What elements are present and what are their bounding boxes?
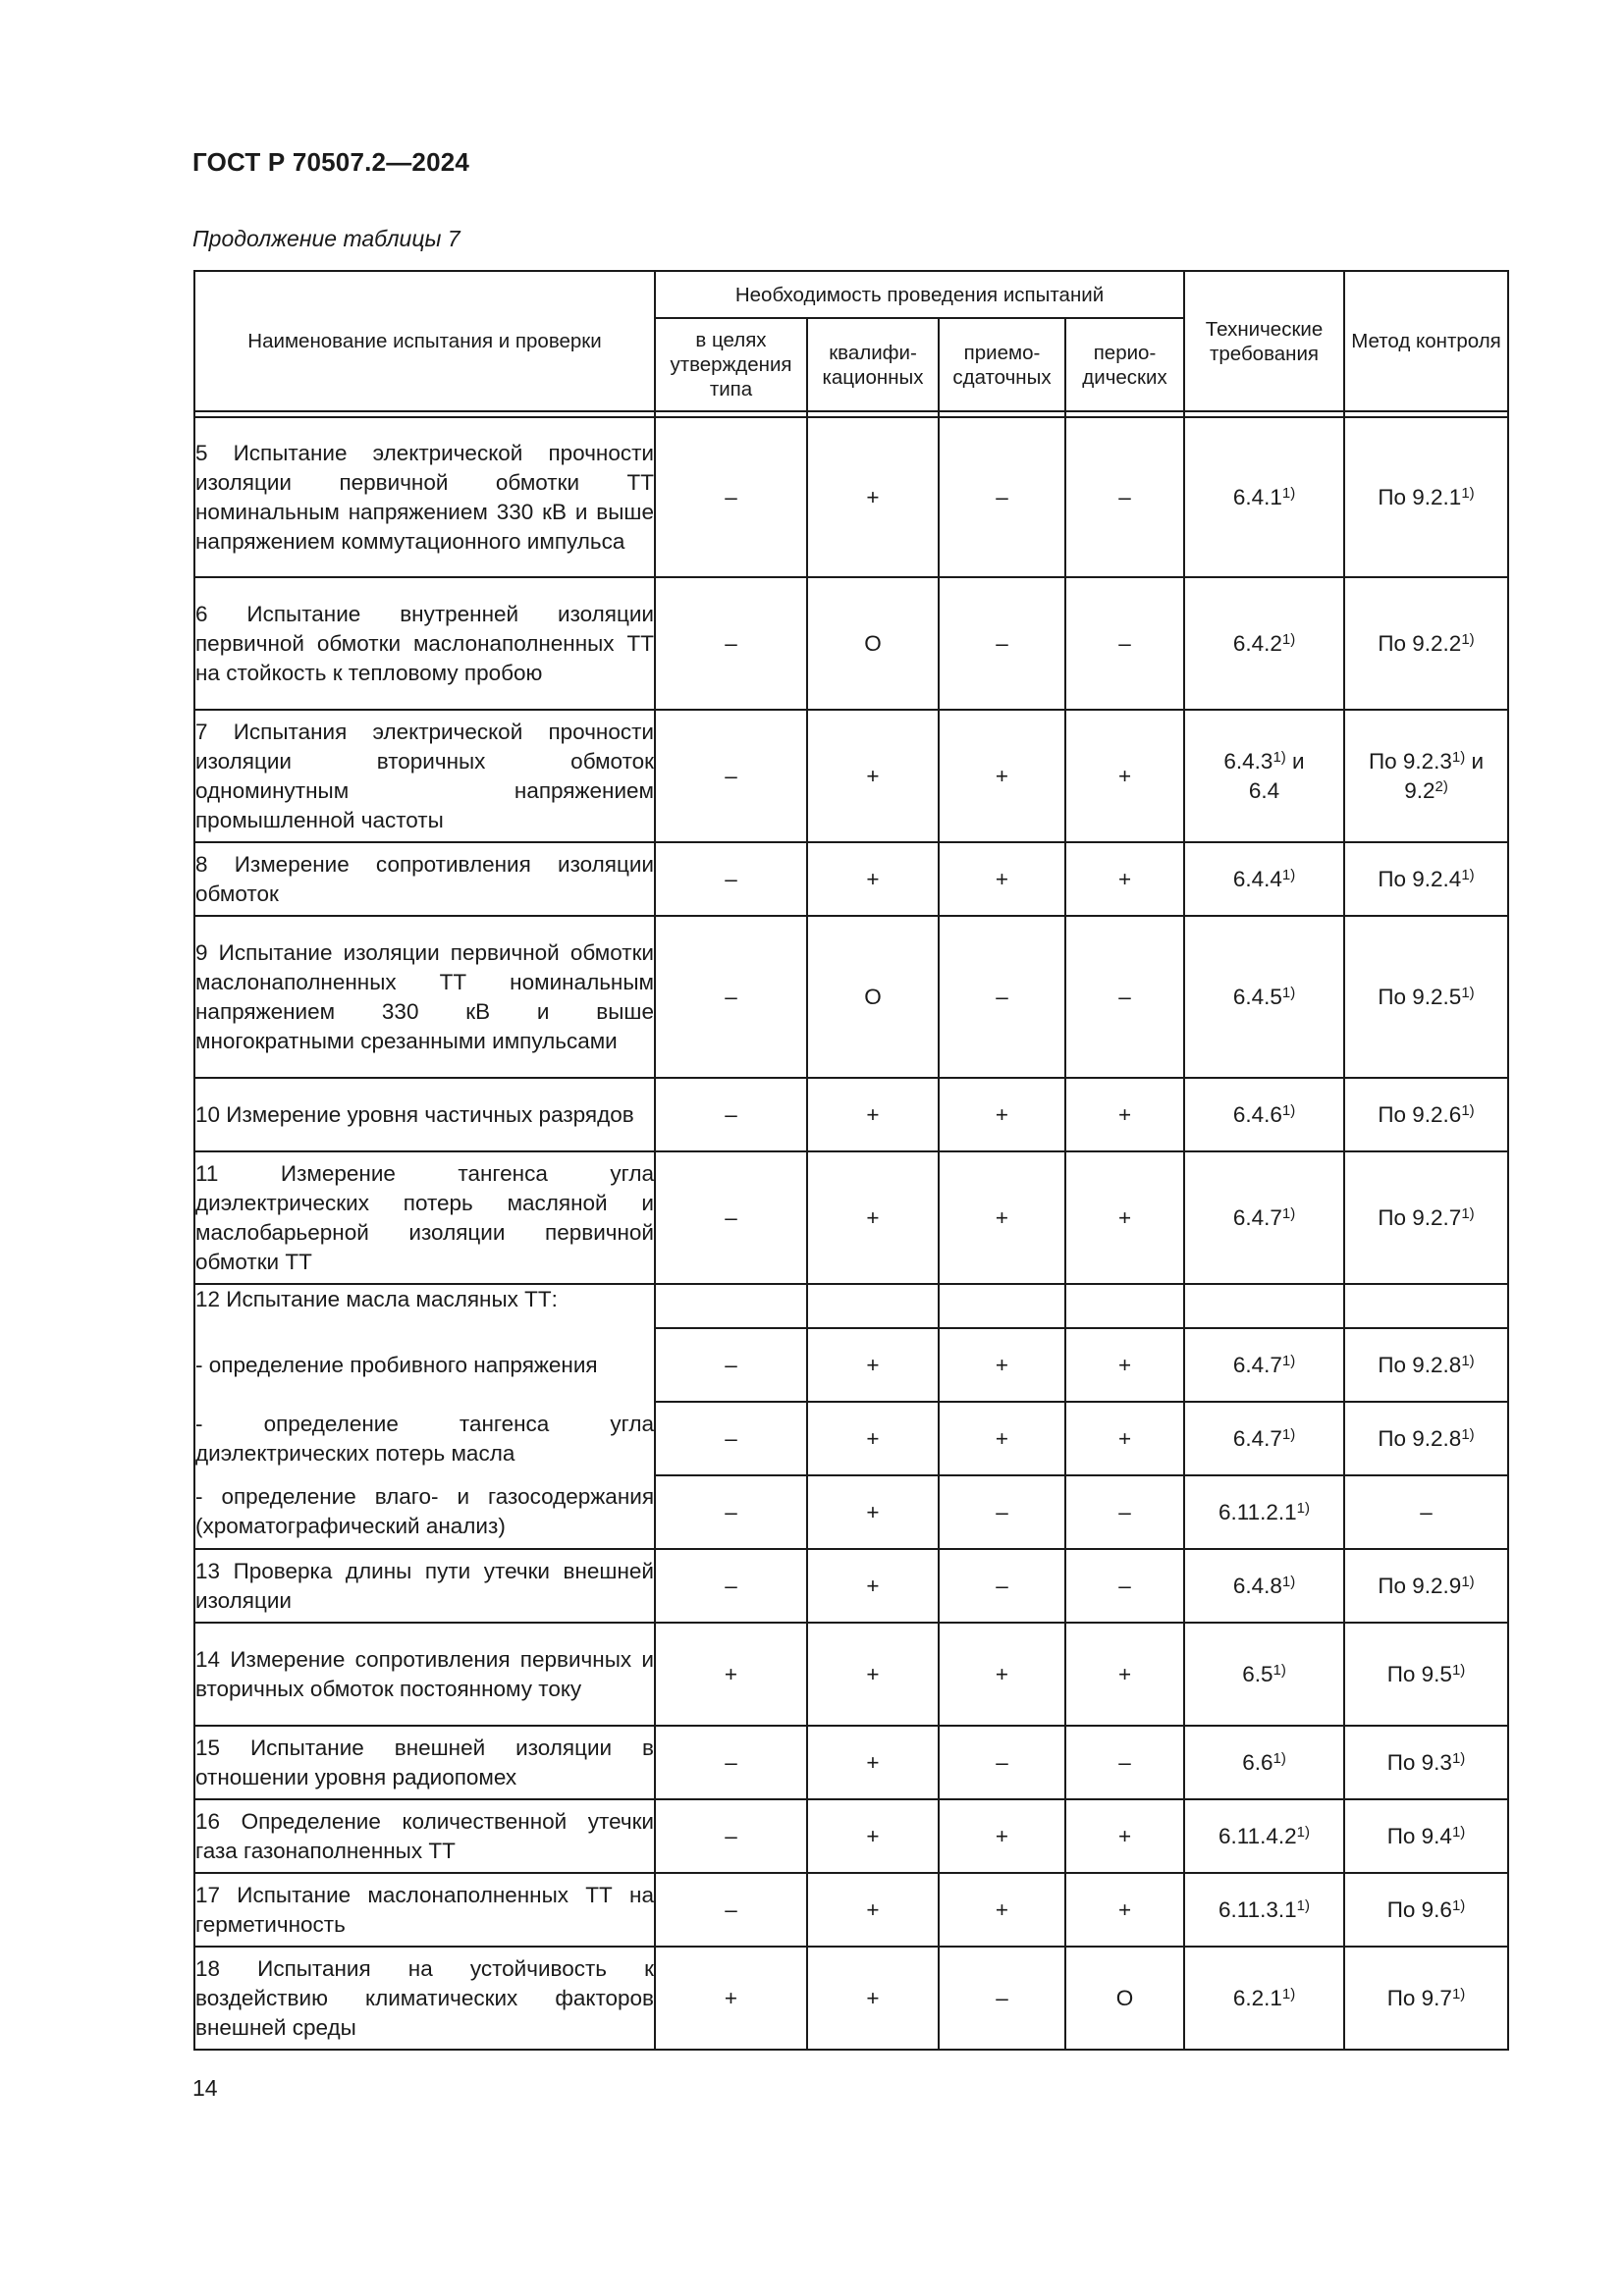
- test-name-cell: - определение влаго- и газосодержания (хроматографический анализ): [194, 1475, 655, 1549]
- footnote-mark: 1): [1451, 1749, 1466, 1767]
- qualification-cell: +: [807, 1726, 939, 1799]
- test-name-cell: 5 Испытание электрической прочности изоляции первичной обмотки ТТ номинальным напряжением 330 кВ и выше напряжением коммутационного импульса: [194, 417, 655, 577]
- header-periodic: перио-дических: [1065, 318, 1184, 411]
- table-row: [194, 1947, 1508, 2050]
- tech-requirements-cell: [1184, 842, 1344, 916]
- footnote-mark: 1): [1461, 1352, 1475, 1369]
- tech-ref: 6.4.5: [1232, 984, 1282, 1009]
- test-name-cell: 13 Проверка длины пути утечки внешней изоляции: [194, 1549, 655, 1623]
- test-name-cell: 16 Определение количественной утечки газа газонаполненных ТТ: [194, 1799, 655, 1873]
- control-method-cell: [1344, 417, 1508, 577]
- control-method-cell: [1344, 1873, 1508, 1947]
- footnote-mark: 1): [1281, 1101, 1296, 1119]
- table-row: [194, 1873, 1508, 1947]
- type-approval-cell: –: [655, 577, 807, 710]
- method-ref: По 9.2.8: [1378, 1425, 1462, 1451]
- control-method-cell: [1344, 842, 1508, 916]
- method-ref: По 9.2.8: [1378, 1352, 1462, 1377]
- method-ref: По 9.6: [1386, 1896, 1452, 1922]
- table-row: [194, 1549, 1508, 1623]
- footnote-mark: 1): [1461, 984, 1475, 1001]
- periodic-cell: +: [1065, 1623, 1184, 1726]
- control-method-cell: [1344, 1284, 1508, 1328]
- type-approval-cell: +: [655, 1623, 807, 1726]
- tech-requirements-cell: [1184, 1623, 1344, 1726]
- qualification-cell: +: [807, 1402, 939, 1475]
- control-method-cell: [1344, 710, 1508, 842]
- footnote-mark: 1): [1461, 484, 1475, 502]
- table-row: [194, 1623, 1508, 1726]
- test-name-cell: 9 Испытание изоляции первичной обмотки маслонаполненных ТТ номинальным напряжением 330 кВ и выше многократными срезанными импульсами: [194, 916, 655, 1078]
- footnote-mark: 1): [1461, 630, 1475, 648]
- table-row: [194, 417, 1508, 577]
- type-approval-cell: –: [655, 1726, 807, 1799]
- method-ref: По 9.7: [1386, 1985, 1452, 2010]
- method-ref: –: [1420, 1499, 1433, 1524]
- table-row: [194, 916, 1508, 1078]
- test-name-cell: 15 Испытание внешней изоляции в отношении уровня радиопомех: [194, 1726, 655, 1799]
- test-name-cell: 11 Измерение тангенса угла диэлектрических потерь масляной и маслобарьерной изоляции первичной обмотки ТТ: [194, 1151, 655, 1284]
- control-method-cell: [1344, 1078, 1508, 1151]
- tech-requirements-cell: [1184, 1873, 1344, 1947]
- test-name-cell: 7 Испытания электрической прочности изоляции вторичных обмоток одноминутным напряжением промышленной частоты: [194, 710, 655, 842]
- tech-ref: 6.11.4.2: [1218, 1823, 1297, 1848]
- footnote-mark: 1): [1281, 1985, 1296, 2002]
- footnote-mark: 1): [1272, 1749, 1286, 1767]
- acceptance-cell: +: [939, 1078, 1065, 1151]
- test-name-cell: - определение пробивного напряжения: [194, 1328, 655, 1402]
- tech-requirements-cell: [1184, 1549, 1344, 1623]
- header-test-name: Наименование испытания и проверки: [194, 271, 655, 411]
- tech-ref: 6.5: [1242, 1661, 1273, 1686]
- tech-ref: 6.4.7: [1232, 1425, 1282, 1451]
- qualification-cell: +: [807, 417, 939, 577]
- footnote-mark: 1): [1281, 1573, 1296, 1590]
- method-ref: По 9.2.1: [1378, 484, 1462, 509]
- control-method-cell: [1344, 1623, 1508, 1726]
- tech-ref-conj: и: [1285, 748, 1305, 774]
- document-code: ГОСТ Р 70507.2—2024: [192, 147, 470, 177]
- footnote-mark: 2): [1435, 777, 1448, 795]
- tech-ref: 6.4.1: [1232, 484, 1282, 509]
- qualification-cell: +: [807, 842, 939, 916]
- qualification-cell: +: [807, 1873, 939, 1947]
- periodic-cell: +: [1065, 1078, 1184, 1151]
- table-row: [194, 577, 1508, 710]
- type-approval-cell: –: [655, 1328, 807, 1402]
- acceptance-cell: +: [939, 1328, 1065, 1402]
- tech-ref: 6.4.4: [1232, 866, 1282, 891]
- control-method-cell: [1344, 1549, 1508, 1623]
- acceptance-cell: [939, 1284, 1065, 1328]
- table-row: [194, 1726, 1508, 1799]
- periodic-cell: –: [1065, 1475, 1184, 1549]
- table-row: [194, 1078, 1508, 1151]
- periodic-cell: +: [1065, 1328, 1184, 1402]
- periodic-cell: –: [1065, 916, 1184, 1078]
- periodic-cell: –: [1065, 1549, 1184, 1623]
- footnote-mark: 1): [1461, 1204, 1475, 1222]
- footnote-mark: 1): [1281, 1204, 1296, 1222]
- periodic-cell: +: [1065, 710, 1184, 842]
- type-approval-cell: [655, 1284, 807, 1328]
- method-ref: По 9.2.4: [1378, 866, 1462, 891]
- tech-ref: 6.2.1: [1232, 1985, 1282, 2010]
- footnote-mark: 1): [1461, 1101, 1475, 1119]
- control-method-cell: [1344, 1726, 1508, 1799]
- tech-requirements-cell: [1184, 916, 1344, 1078]
- control-method-cell: [1344, 1475, 1508, 1549]
- tech-requirements-cell: [1184, 1947, 1344, 2050]
- footnote-mark: 1): [1451, 1823, 1466, 1841]
- qualification-cell: +: [807, 1799, 939, 1873]
- tech-requirements-cell: [1184, 1328, 1344, 1402]
- tech-ref: 6.11.3.1: [1218, 1896, 1297, 1922]
- qualification-cell: +: [807, 710, 939, 842]
- acceptance-cell: –: [939, 1947, 1065, 2050]
- type-approval-cell: –: [655, 842, 807, 916]
- qualification-cell: +: [807, 1328, 939, 1402]
- type-approval-cell: –: [655, 1402, 807, 1475]
- type-approval-cell: –: [655, 710, 807, 842]
- tech-requirements-cell: [1184, 1726, 1344, 1799]
- control-method-cell: [1344, 1328, 1508, 1402]
- footnote-mark: 1): [1281, 866, 1296, 883]
- acceptance-cell: +: [939, 1151, 1065, 1284]
- tech-requirements-cell: [1184, 710, 1344, 842]
- periodic-cell: [1065, 1284, 1184, 1328]
- footnote-mark: 1): [1281, 1425, 1296, 1443]
- periodic-cell: –: [1065, 1726, 1184, 1799]
- qualification-cell: +: [807, 1623, 939, 1726]
- table-row: [194, 1799, 1508, 1873]
- periodic-cell: +: [1065, 1151, 1184, 1284]
- test-name-cell: 18 Испытания на устойчивость к воздействию климатических факторов внешней среды: [194, 1947, 655, 2050]
- acceptance-cell: +: [939, 1873, 1065, 1947]
- test-name-cell: 12 Испытание масла масляных ТТ:: [194, 1284, 655, 1328]
- type-approval-cell: –: [655, 916, 807, 1078]
- control-method-cell: [1344, 916, 1508, 1078]
- tech-requirements-cell: [1184, 1799, 1344, 1873]
- acceptance-cell: +: [939, 1623, 1065, 1726]
- control-method-cell: [1344, 577, 1508, 710]
- footnote-mark: 1): [1461, 1425, 1475, 1443]
- method-ref: По 9.2.7: [1378, 1204, 1462, 1230]
- tech-requirements-cell: [1184, 1151, 1344, 1284]
- type-approval-cell: –: [655, 1475, 807, 1549]
- method-ref: По 9.2.2: [1378, 630, 1462, 656]
- table-body: [194, 417, 1508, 2050]
- tech-ref-second: 6.4: [1248, 777, 1280, 803]
- qualification-cell: +: [807, 1947, 939, 2050]
- method-ref: По 9.2.3: [1368, 748, 1452, 774]
- header-necessity: Необходимость проведения испытаний: [655, 271, 1184, 318]
- type-approval-cell: –: [655, 1873, 807, 1947]
- table-row: [194, 1475, 1508, 1549]
- tech-requirements-cell: [1184, 577, 1344, 710]
- qualification-cell: О: [807, 916, 939, 1078]
- footnote-mark: 1): [1451, 748, 1466, 766]
- periodic-cell: +: [1065, 842, 1184, 916]
- periodic-cell: +: [1065, 1799, 1184, 1873]
- tech-ref: 6.6: [1242, 1749, 1273, 1775]
- acceptance-cell: +: [939, 710, 1065, 842]
- tech-ref: 6.4.6: [1232, 1101, 1282, 1127]
- method-ref: По 9.3: [1386, 1749, 1452, 1775]
- acceptance-cell: –: [939, 1549, 1065, 1623]
- periodic-cell: –: [1065, 417, 1184, 577]
- table-row: [194, 710, 1508, 842]
- footnote-mark: 1): [1451, 1661, 1466, 1679]
- control-method-cell: [1344, 1151, 1508, 1284]
- periodic-cell: –: [1065, 577, 1184, 710]
- tests-table: [193, 270, 1509, 2051]
- footnote-mark: 1): [1461, 1573, 1475, 1590]
- acceptance-cell: –: [939, 417, 1065, 577]
- method-ref: По 9.2.9: [1378, 1573, 1462, 1598]
- footnote-mark: 1): [1451, 1985, 1466, 2002]
- control-method-cell: [1344, 1799, 1508, 1873]
- acceptance-cell: +: [939, 842, 1065, 916]
- method-ref: По 9.2.6: [1378, 1101, 1462, 1127]
- method-ref-second: 9.2: [1404, 777, 1435, 803]
- type-approval-cell: +: [655, 1947, 807, 2050]
- footnote-mark: 1): [1451, 1896, 1466, 1914]
- periodic-cell: +: [1065, 1873, 1184, 1947]
- method-ref: По 9.4: [1386, 1823, 1452, 1848]
- header-control-method: Метод контроля: [1344, 271, 1508, 411]
- test-name-cell: 14 Измерение сопротивления первичных и вторичных обмоток постоянному току: [194, 1623, 655, 1726]
- tech-requirements-cell: [1184, 417, 1344, 577]
- footnote-mark: 1): [1296, 1499, 1311, 1517]
- acceptance-cell: –: [939, 1475, 1065, 1549]
- test-name-cell: 17 Испытание маслонаполненных ТТ на герметичность: [194, 1873, 655, 1947]
- tech-ref: 6.4.8: [1232, 1573, 1282, 1598]
- test-name-cell: 8 Измерение сопротивления изоляции обмоток: [194, 842, 655, 916]
- table-row: [194, 1328, 1508, 1402]
- qualification-cell: [807, 1284, 939, 1328]
- header-type-approval: в целях утверждения типа: [655, 318, 807, 411]
- table-row: [194, 1284, 1508, 1328]
- footnote-mark: 1): [1272, 748, 1286, 766]
- periodic-cell: О: [1065, 1947, 1184, 2050]
- qualification-cell: +: [807, 1475, 939, 1549]
- type-approval-cell: –: [655, 417, 807, 577]
- control-method-cell: [1344, 1402, 1508, 1475]
- tech-requirements-cell: [1184, 1402, 1344, 1475]
- qualification-cell: +: [807, 1151, 939, 1284]
- acceptance-cell: +: [939, 1402, 1065, 1475]
- type-approval-cell: –: [655, 1078, 807, 1151]
- tech-ref: 6.4.7: [1232, 1352, 1282, 1377]
- tech-ref: 6.11.2.1: [1218, 1499, 1297, 1524]
- control-method-cell: [1344, 1947, 1508, 2050]
- tech-requirements-cell: [1184, 1078, 1344, 1151]
- table-row: [194, 842, 1508, 916]
- method-ref-conj: и: [1465, 748, 1485, 774]
- tech-requirements-cell: [1184, 1284, 1344, 1328]
- acceptance-cell: –: [939, 916, 1065, 1078]
- test-name-cell: - определение тангенса угла диэлектрических потерь масла: [194, 1402, 655, 1475]
- qualification-cell: +: [807, 1549, 939, 1623]
- footnote-mark: 1): [1296, 1896, 1311, 1914]
- table-row: [194, 1402, 1508, 1475]
- header-qualification: квалифи-кационных: [807, 318, 939, 411]
- test-name-cell: 6 Испытание внутренней изоляции первичной обмотки маслонаполненных ТТ на стойкость к тепловому пробою: [194, 577, 655, 710]
- header-acceptance: приемо-сдаточных: [939, 318, 1065, 411]
- test-name-cell: 10 Измерение уровня частичных разрядов: [194, 1078, 655, 1151]
- footnote-mark: 1): [1281, 484, 1296, 502]
- footnote-mark: 1): [1281, 1352, 1296, 1369]
- tech-requirements-cell: [1184, 1475, 1344, 1549]
- footnote-mark: 1): [1281, 984, 1296, 1001]
- type-approval-cell: –: [655, 1549, 807, 1623]
- type-approval-cell: –: [655, 1151, 807, 1284]
- footnote-mark: 1): [1272, 1661, 1286, 1679]
- type-approval-cell: –: [655, 1799, 807, 1873]
- qualification-cell: +: [807, 1078, 939, 1151]
- table-caption: Продолжение таблицы 7: [192, 226, 460, 251]
- table-row: [194, 1151, 1508, 1284]
- page-number: 14: [192, 2075, 218, 2101]
- footnote-mark: 1): [1461, 866, 1475, 883]
- method-ref: По 9.5: [1386, 1661, 1452, 1686]
- periodic-cell: +: [1065, 1402, 1184, 1475]
- header-tech-requirements: Технические требования: [1184, 271, 1344, 411]
- acceptance-cell: +: [939, 1799, 1065, 1873]
- acceptance-cell: –: [939, 1726, 1065, 1799]
- tech-ref: 6.4.3: [1223, 748, 1273, 774]
- qualification-cell: О: [807, 577, 939, 710]
- acceptance-cell: –: [939, 577, 1065, 710]
- method-ref: По 9.2.5: [1378, 984, 1462, 1009]
- footnote-mark: 1): [1281, 630, 1296, 648]
- tech-ref: 6.4.7: [1232, 1204, 1282, 1230]
- tech-ref: 6.4.2: [1232, 630, 1282, 656]
- footnote-mark: 1): [1296, 1823, 1311, 1841]
